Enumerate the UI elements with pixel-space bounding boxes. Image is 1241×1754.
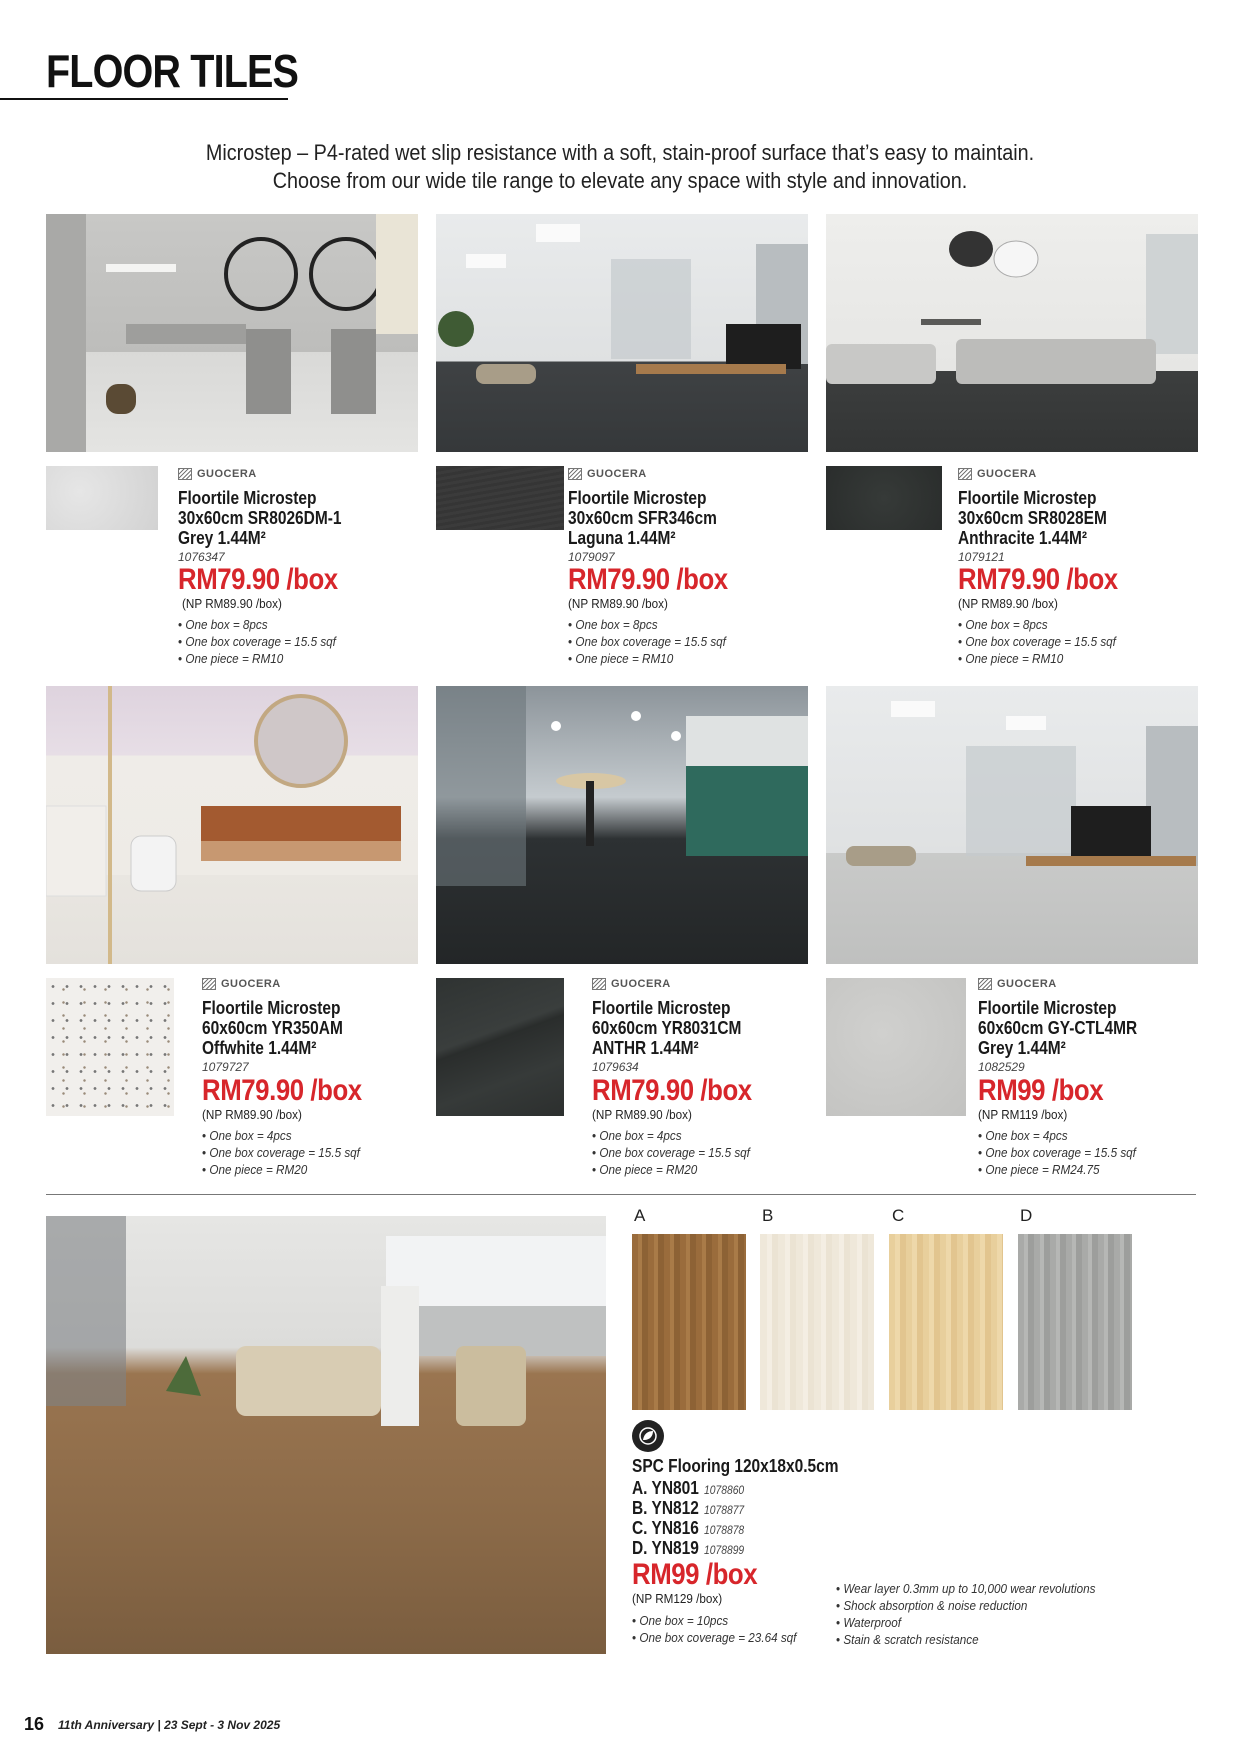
intro-line-1: Microstep – P4-rated wet slip resistance with a soft, stain-proof surface that’s easy to maintain. <box>205 140 1035 165</box>
product-2-name-line-1: Floortile Microstep <box>568 488 707 508</box>
product-5-name-line-3: ANTHR 1.44M² <box>592 1038 699 1058</box>
product-3-bullets <box>958 616 1116 667</box>
product-5-normal-price: (NP RM89.90 /box) <box>592 1107 692 1122</box>
product-3-name-line-3: Anthracite 1.44M² <box>958 528 1088 548</box>
product-3-brand: GUOCERA <box>958 468 1037 480</box>
product-1-name-line-2: 30x60cm SR8026DM-1 <box>178 508 342 528</box>
plank-label-c: C <box>892 1206 905 1225</box>
feature: • Waterproof <box>836 1614 1095 1631</box>
product-4-name-line-3: Offwhite 1.44M² <box>202 1038 317 1058</box>
section-divider <box>46 1194 1196 1195</box>
product-6-name-line-3: Grey 1.44M² <box>978 1038 1066 1058</box>
product-3-name-line-2: 30x60cm SR8028EM <box>958 508 1107 528</box>
product-1-name-line-1: Floortile Microstep <box>178 488 317 508</box>
spc-features <box>836 1580 1095 1648</box>
living-anthracite-photo <box>826 214 1198 452</box>
plank-swatch-a <box>632 1234 746 1410</box>
product-1-brand: GUOCERA <box>178 468 257 480</box>
product-6-brand: GUOCERA <box>978 978 1057 990</box>
spc-product-name: SPC Flooring 120x18x0.5cm <box>632 1456 839 1476</box>
product-2-sku: 1079097 <box>568 550 615 564</box>
product-4-sku: 1079727 <box>202 1060 249 1074</box>
product-4-name-line-1: Floortile Microstep <box>202 998 341 1018</box>
product-6-sku: 1082529 <box>978 1060 1025 1074</box>
bullet: • One box = 8pcs <box>568 616 726 633</box>
product-1-sku: 1076347 <box>178 550 225 564</box>
product-3-name-line-1: Floortile Microstep <box>958 488 1097 508</box>
product-5-bullets <box>592 1127 750 1178</box>
product-3-swatch <box>826 466 942 530</box>
product-6-bullets <box>978 1127 1136 1178</box>
plank-swatch-d <box>1018 1234 1132 1410</box>
product-2-name-line-2: 30x60cm SFR346cm <box>568 508 717 528</box>
product-1-price: RM79.90 /box <box>178 563 338 596</box>
leaf-icon <box>632 1420 664 1452</box>
product-1-normal-price: (NP RM89.90 /box) <box>182 596 282 611</box>
guocera-logo-icon <box>568 468 582 480</box>
product-5-price: RM79.90 /box <box>592 1074 752 1107</box>
plank-label-d: D <box>1020 1206 1033 1225</box>
bullet: • One piece = RM24.75 <box>978 1161 1136 1178</box>
product-6-name-line-2: 60x60cm GY-CTL4MR <box>978 1018 1138 1038</box>
product-6-price: RM99 /box <box>978 1074 1104 1107</box>
plank-swatch-c <box>889 1234 1003 1410</box>
bullet: • One box = 10pcs <box>632 1612 796 1629</box>
product-5-name-line-2: 60x60cm YR8031CM <box>592 1018 742 1038</box>
page-title: FLOOR TILES <box>46 45 299 97</box>
guocera-logo-icon <box>178 468 192 480</box>
product-1-bullets <box>178 616 336 667</box>
spc-bullets <box>632 1612 796 1646</box>
product-3-sku: 1079121 <box>958 550 1005 564</box>
spc-variant-b: B. YN812 1078877 <box>632 1498 745 1518</box>
footer-text: 11th Anniversary | 23 Sept - 3 Nov 2025 <box>58 1718 281 1732</box>
product-4-normal-price: (NP RM89.90 /box) <box>202 1107 302 1122</box>
bullet: • One box = 8pcs <box>178 616 336 633</box>
spc-variant-d: D. YN819 1078899 <box>632 1538 745 1558</box>
bullet: • One box = 4pcs <box>592 1127 750 1144</box>
spc-variant-a: A. YN801 1078860 <box>632 1478 745 1498</box>
product-2-brand: GUOCERA <box>568 468 647 480</box>
guocera-logo-icon <box>978 978 992 990</box>
feature: • Wear layer 0.3mm up to 10,000 wear revolutions <box>836 1580 1095 1597</box>
cafe-anthr-photo <box>436 686 808 964</box>
bullet: • One box = 4pcs <box>978 1127 1136 1144</box>
bullet: • One box coverage = 15.5 sqf <box>178 633 336 650</box>
page-number: 16 <box>24 1714 45 1734</box>
product-2-swatch <box>436 466 564 530</box>
product-5-name-line-1: Floortile Microstep <box>592 998 731 1018</box>
plank-label-a: A <box>634 1206 646 1225</box>
spc-price: RM99 /box <box>632 1558 758 1591</box>
product-4-bullets <box>202 1127 360 1178</box>
product-2-name-line-3: Laguna 1.44M² <box>568 528 676 548</box>
office-grey-photo <box>826 686 1198 964</box>
product-4-name-line-2: 60x60cm YR350AM <box>202 1018 343 1038</box>
product-5-swatch <box>436 978 564 1116</box>
spc-normal-price: (NP RM129 /box) <box>632 1591 723 1606</box>
product-4-price: RM79.90 /box <box>202 1074 362 1107</box>
product-3-normal-price: (NP RM89.90 /box) <box>958 596 1058 611</box>
product-2-bullets <box>568 616 726 667</box>
guocera-logo-icon <box>202 978 216 990</box>
bathroom-grey-photo <box>46 214 418 452</box>
plank-label-b: B <box>762 1206 774 1225</box>
product-6-swatch <box>826 978 966 1116</box>
product-6-name-line-1: Floortile Microstep <box>978 998 1117 1018</box>
bullet: • One box coverage = 15.5 sqf <box>958 633 1116 650</box>
product-2-price: RM79.90 /box <box>568 563 728 596</box>
intro-line-2: Choose from our wide tile range to elevate any space with style and innovation. <box>272 168 968 193</box>
bullet: • One piece = RM20 <box>592 1161 750 1178</box>
bullet: • One box coverage = 23.64 sqf <box>632 1629 796 1646</box>
bullet: • One piece = RM10 <box>958 650 1116 667</box>
feature: • Shock absorption & noise reduction <box>836 1597 1095 1614</box>
product-1-name-line-3: Grey 1.44M² <box>178 528 266 548</box>
product-3-price: RM79.90 /box <box>958 563 1118 596</box>
bullet: • One box = 4pcs <box>202 1127 360 1144</box>
plank-swatch-b <box>760 1234 874 1410</box>
bullet: • One piece = RM10 <box>178 650 336 667</box>
product-1-swatch <box>46 466 158 530</box>
bathroom-offwhite-photo <box>46 686 418 964</box>
product-2-normal-price: (NP RM89.90 /box) <box>568 596 668 611</box>
bullet: • One box = 8pcs <box>958 616 1116 633</box>
living-room-spc-photo <box>46 1216 606 1654</box>
product-5-sku: 1079634 <box>592 1060 639 1074</box>
bullet: • One box coverage = 15.5 sqf <box>978 1144 1136 1161</box>
office-laguna-photo <box>436 214 808 452</box>
bullet: • One box coverage = 15.5 sqf <box>592 1144 750 1161</box>
spc-variant-c: C. YN816 1078878 <box>632 1518 745 1538</box>
bullet: • One box coverage = 15.5 sqf <box>568 633 726 650</box>
bullet: • One box coverage = 15.5 sqf <box>202 1144 360 1161</box>
title-rule <box>0 98 288 100</box>
feature: • Stain & scratch resistance <box>836 1631 1095 1648</box>
bullet: • One piece = RM20 <box>202 1161 360 1178</box>
guocera-logo-icon <box>592 978 606 990</box>
product-5-brand: GUOCERA <box>592 978 671 990</box>
guocera-logo-icon <box>958 468 972 480</box>
product-4-swatch <box>46 978 174 1116</box>
product-4-brand: GUOCERA <box>202 978 281 990</box>
product-6-normal-price: (NP RM119 /box) <box>978 1107 1068 1122</box>
bullet: • One piece = RM10 <box>568 650 726 667</box>
